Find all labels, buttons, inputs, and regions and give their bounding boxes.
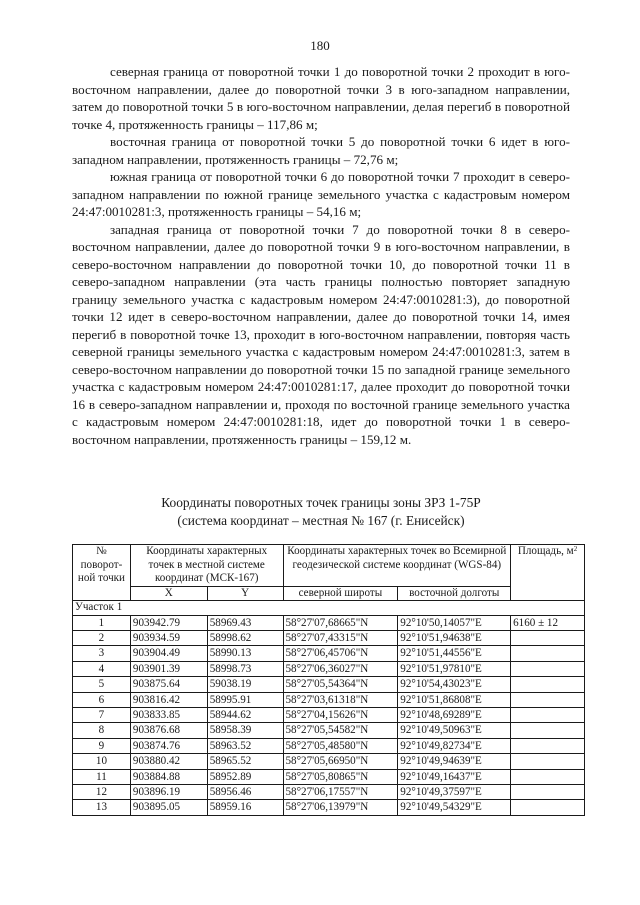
paragraph-north-boundary: северная граница от поворотной точки 1 до поворотной точки 2 проходит в юго-восточном направлении, далее до поворотной точки 3 в юго-западном направлении, затем до поворотной точки 5 в юго-восточном направлении, делая перегиб в поворотной точке 4, протяженность границы – 117,86 м; [72, 64, 570, 132]
heading-title: Координаты поворотных точек границы зоны ЗРЗ 1-75Р [161, 495, 481, 510]
longitude-cell: 92°10'51,86808"E [398, 692, 511, 707]
latitude-cell: 58°27'05,66950"N [283, 754, 398, 769]
point-number-cell: 8 [73, 723, 131, 738]
area-empty-cell [511, 677, 585, 692]
y-cell: 58995.91 [207, 692, 283, 707]
table-row [73, 708, 585, 723]
subheader-latitude: северной широты [283, 586, 398, 600]
x-cell: 903934.59 [130, 630, 207, 645]
longitude-cell: 92°10'51,97810"E [398, 661, 511, 676]
latitude-cell: 58°27'05,54364"N [283, 677, 398, 692]
point-number-cell: 6 [73, 692, 131, 707]
x-cell: 903901.39 [130, 661, 207, 676]
table-row [73, 754, 585, 769]
latitude-cell: 58°27'05,80865"N [283, 769, 398, 784]
coordinates-table [72, 544, 585, 816]
table-row [73, 723, 585, 738]
area-empty-cell [511, 800, 585, 815]
point-number-cell: 5 [73, 677, 131, 692]
y-cell: 58963.52 [207, 738, 283, 753]
area-empty-cell [511, 785, 585, 800]
subheader-longitude: восточной долготы [398, 586, 511, 600]
longitude-cell: 92°10'49,50963"E [398, 723, 511, 738]
table-row [73, 800, 585, 815]
table-row [73, 630, 585, 645]
latitude-cell: 58°27'06,45706"N [283, 646, 398, 661]
table-row [73, 692, 585, 707]
latitude-cell: 58°27'06,13979"N [283, 800, 398, 815]
latitude-cell: 58°27'06,17557"N [283, 785, 398, 800]
y-cell: 58959.16 [207, 800, 283, 815]
latitude-cell: 58°27'06,36027"N [283, 661, 398, 676]
area-empty-cell [511, 630, 585, 645]
table-row [73, 646, 585, 661]
point-number-cell: 7 [73, 708, 131, 723]
area-empty-cell [511, 738, 585, 753]
latitude-cell: 58°27'04,15626"N [283, 708, 398, 723]
y-cell: 58944.62 [207, 708, 283, 723]
longitude-cell: 92°10'49,94639"E [398, 754, 511, 769]
point-number-cell: 3 [73, 646, 131, 661]
subheader-y: Y [207, 586, 283, 600]
x-cell: 903874.76 [130, 738, 207, 753]
longitude-cell: 92°10'51,44556"E [398, 646, 511, 661]
x-cell: 903876.68 [130, 723, 207, 738]
y-cell: 58965.52 [207, 754, 283, 769]
area-empty-cell [511, 723, 585, 738]
latitude-cell: 58°27'05,54582"N [283, 723, 398, 738]
y-cell: 59038.19 [207, 677, 283, 692]
table-row [73, 769, 585, 784]
y-cell: 58958.39 [207, 723, 283, 738]
point-number-cell: 9 [73, 738, 131, 753]
table-row [73, 677, 585, 692]
paragraph-east-boundary: восточная граница от поворотной точки 5 до поворотной точки 6 идет в юго-западном направлении, протяженность границы – 72,76 м; [72, 134, 570, 167]
x-cell: 903833.85 [130, 708, 207, 723]
header-area: Площадь, $м^2$ [511, 545, 585, 601]
longitude-cell: 92°10'54,43023"E [398, 677, 511, 692]
y-cell: 58990.13 [207, 646, 283, 661]
y-cell: 58998.73 [207, 661, 283, 676]
table-row [73, 661, 585, 676]
subheader-x: X [130, 586, 207, 600]
longitude-cell: 92°10'49,82734"E [398, 738, 511, 753]
x-cell: 903875.64 [130, 677, 207, 692]
y-cell: 58956.46 [207, 785, 283, 800]
x-cell: 903895.05 [130, 800, 207, 815]
area-empty-cell [511, 769, 585, 784]
latitude-cell: 58°27'03,61318"N [283, 692, 398, 707]
y-cell: 58969.43 [207, 615, 283, 630]
point-number-cell: 13 [73, 800, 131, 815]
longitude-cell: 92°10'49,54329"E [398, 800, 511, 815]
table-row [73, 615, 585, 630]
latitude-cell: 58°27'05,48580"N [283, 738, 398, 753]
x-cell: 903896.19 [130, 785, 207, 800]
boundary-description [72, 63, 570, 448]
table-row [73, 785, 585, 800]
longitude-cell: 92°10'49,16437"E [398, 769, 511, 784]
area-empty-cell [511, 708, 585, 723]
x-cell: 903884.88 [130, 769, 207, 784]
area-empty-cell [511, 646, 585, 661]
x-cell: 903816.42 [130, 692, 207, 707]
table-row [73, 738, 585, 753]
point-number-cell: 2 [73, 630, 131, 645]
header-wgs-coordinates: Координаты характерных точек во Всемирной геодезической системе координат (WGS-84) [283, 545, 511, 587]
point-number-cell: 10 [73, 754, 131, 769]
area-empty-cell [511, 692, 585, 707]
paragraph-south-boundary: южная граница от поворотной точки 6 до поворотной точки 7 проходит в северо-западном направлении по южной границе земельного участка с кадастровым номером 24:47:0010281:3, протяженность границы – 54,16 м; [72, 169, 570, 219]
point-number-cell: 4 [73, 661, 131, 676]
header-local-coordinates: Координаты характерных точек в местной системе координат (МСК-167) [130, 545, 283, 587]
y-cell: 58998.62 [207, 630, 283, 645]
point-number-cell: 11 [73, 769, 131, 784]
x-cell: 903880.42 [130, 754, 207, 769]
latitude-cell: 58°27'07,68665"N [283, 615, 398, 630]
header-point-number: № поворот-ной точки [73, 545, 131, 601]
point-number-cell: 12 [73, 785, 131, 800]
area-empty-cell [511, 661, 585, 676]
page-number: 180 [310, 38, 330, 53]
longitude-cell: 92°10'49,37597"E [398, 785, 511, 800]
longitude-cell: 92°10'50,14057"E [398, 615, 511, 630]
latitude-cell: 58°27'07,43315"N [283, 630, 398, 645]
x-cell: 903942.79 [130, 615, 207, 630]
y-cell: 58952.89 [207, 769, 283, 784]
point-number-cell: 1 [73, 615, 131, 630]
longitude-cell: 92°10'51,94638"E [398, 630, 511, 645]
x-cell: 903904.49 [130, 646, 207, 661]
area-empty-cell [511, 754, 585, 769]
paragraph-west-boundary: западная граница от поворотной точки 7 до поворотной точки 8 в северо-восточном направлении, далее до поворотной точки 9 в юго-восточном направлении, в северо-восточном направлении до поворотной точки 10, до поворотной точки 11 в северо-западном направлении (эта часть границы полностью повторяет западную границу земельного участка с кадастровым номером 24:47:0010281:3), до поворотной точки 12 идет в северо-восточном направлении, далее до поворотной точки 14, имея перегиб в поворотной точке 13, проходит в юго-восточном направлении, повторяя часть северной границы земельного участка с кадастровым номером 24:47:0010281:3, затем в северо-восточном направлении до поворотной точки 15 по западной границе земельного участка с кадастровым номером 24:47:0010281:17, далее проходит до поворотной точки 16 в северо-западном направлении и, проходя по восточной границе земельного участка с кадастровым номером 24:47:0010281:18, идет до поворотной точки 1 в северо-восточном направлении, протяженность границы – 159,12 м. [72, 221, 570, 447]
table-heading [72, 494, 570, 530]
section-label: Участок 1 [73, 600, 585, 615]
heading-subtitle: (система координат – местная № 167 (г. Енисейск) [177, 513, 465, 528]
area-value-cell: 6160 ± 12 [511, 615, 585, 630]
longitude-cell: 92°10'48,69289"E [398, 708, 511, 723]
